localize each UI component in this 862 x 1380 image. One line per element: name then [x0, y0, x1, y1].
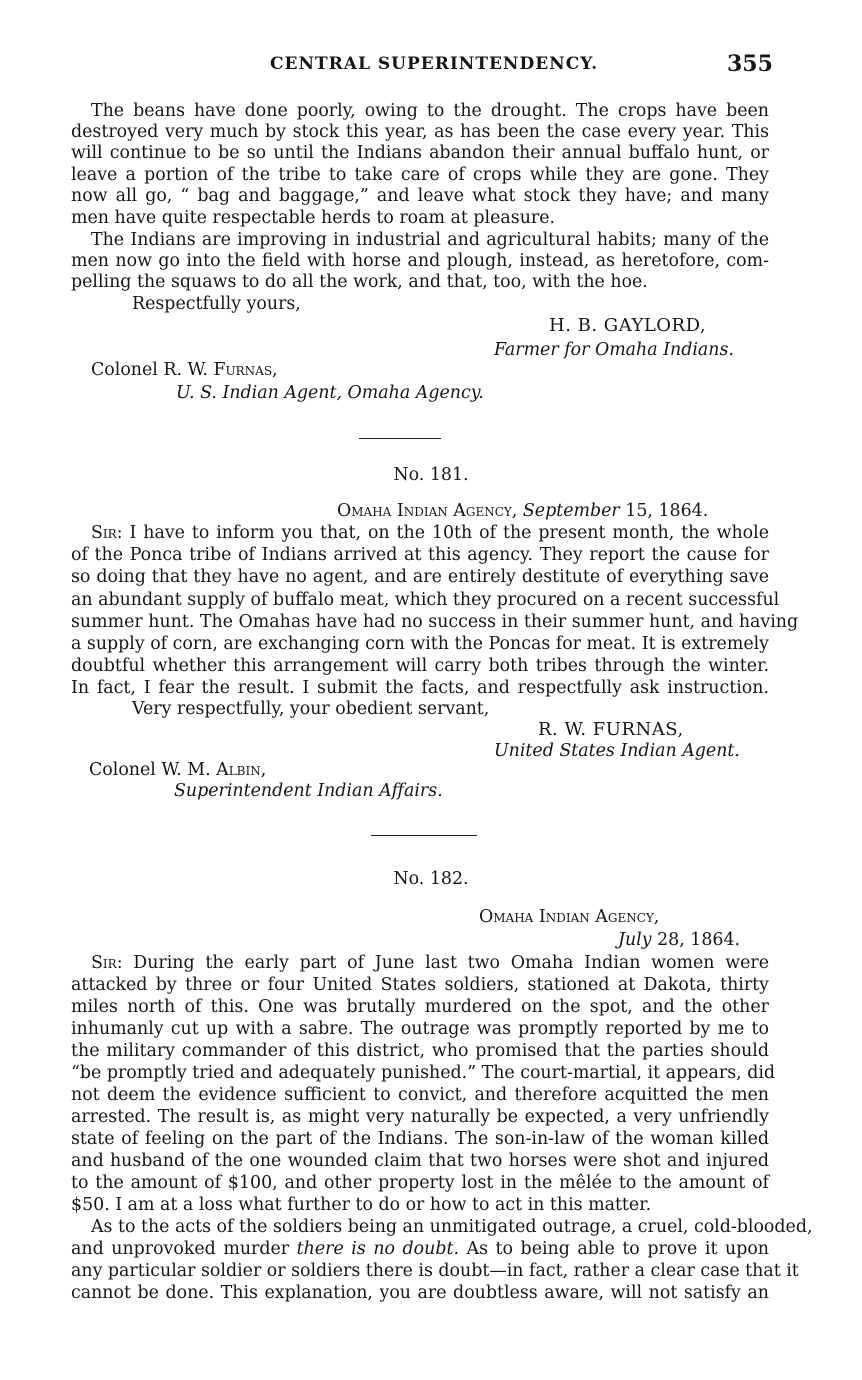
salutation: Sir	[91, 953, 117, 973]
body-line: men have quite respectable herds to roam at pleasure.	[71, 208, 556, 228]
running-header-title: CENTRAL SUPERINTENDENCY.	[270, 54, 599, 74]
body-line: Sir: I have to inform you that, on the 10th of the present month, the whole	[91, 523, 769, 543]
signer-name: R. W. FURNAS,	[538, 719, 684, 740]
addressee-name: Colonel W. M. Albin,	[89, 760, 267, 780]
body-line: so doing that they have no agent, and are entirely destitute of everything save	[71, 567, 769, 587]
body-line: pelling the squaws to do all the work, and that, too, with the hoe.	[71, 272, 648, 292]
body-line: “be promptly tried and adequately punished.” The court-martial, it appears, did	[71, 1063, 776, 1083]
body-line: destroyed very much by stock this year, as has been the case every year. This	[71, 122, 769, 142]
document-number: No. 181.	[393, 465, 469, 485]
section-divider	[371, 835, 477, 836]
body-line: doubtful whether this arrangement will carry both tribes through the winter.	[71, 656, 769, 676]
body-line: cannot be done. This explanation, you are doubtless aware, will not satisfy an	[71, 1283, 769, 1303]
body-line: The Indians are improving in industrial and agricultural habits; many of the	[91, 230, 769, 250]
body-line: not deem the evidence sufficient to convict, and therefore acquitted the men	[71, 1085, 769, 1105]
body-line: men now go into the field with horse and plough, instead, as heretofore, com-	[71, 251, 769, 271]
body-line: inhumanly cut up with a sabre. The outrage was promptly reported by me to	[71, 1019, 769, 1039]
document-number: No. 182.	[393, 869, 469, 889]
body-line: of the Ponca tribe of Indians arrived at this agency. They report the cause for	[71, 545, 769, 565]
signer-name: H. B. GAYLORD,	[549, 315, 707, 336]
body-line: and unprovoked murder there is no doubt. As to being able to prove it upon	[71, 1239, 769, 1259]
body-line: will continue to be so until the Indians abandon their annual buffalo hunt, or	[71, 143, 769, 163]
signer-title: Farmer for Omaha Indians.	[494, 340, 734, 360]
body-line: leave a portion of the tribe to take care of crops while they are gone. They	[71, 165, 769, 185]
body-line: a supply of corn, are exchanging corn with the Poncas for meat. It is extremely	[71, 634, 769, 654]
body-line: and husband of the one wounded claim that two horses were shot and injured	[71, 1151, 769, 1171]
salutation: Sir	[91, 523, 117, 543]
body-line: As to the acts of the soldiers being an unmitigated outrage, a cruel, cold-blooded,	[91, 1217, 813, 1237]
page-number: 355	[727, 51, 773, 77]
addressee-title: U. S. Indian Agent, Omaha Agency.	[176, 383, 484, 403]
section-divider	[359, 438, 441, 439]
body-line: an abundant supply of buffalo meat, which they procured on a recent successful	[71, 590, 780, 610]
body-line: miles north of this. One was brutally murdered on the spot, and the other	[71, 997, 769, 1017]
body-line: $50. I am at a loss what further to do or how to act in this matter.	[71, 1195, 652, 1215]
letter-closing: Respectfully yours,	[132, 294, 301, 314]
body-line: attacked by three or four United States soldiers, stationed at Dakota, thirty	[71, 975, 769, 995]
body-line: summer hunt. The Omahas have had no success in their summer hunt, and having	[71, 612, 799, 632]
body-line: state of feeling on the part of the Indians. The son-in-law of the woman killed	[71, 1129, 769, 1149]
body-line: arrested. The result is, as might very naturally be expected, a very unfriendly	[71, 1107, 769, 1127]
body-line: any particular soldier or soldiers there is doubt—in fact, rather a clear case that it	[71, 1261, 799, 1281]
letter-dateline: Omaha Indian Agency, September 15, 1864.	[337, 501, 709, 521]
letter-date: July 28, 1864.	[618, 930, 741, 950]
letter-place: Omaha Indian Agency,	[479, 907, 660, 927]
body-line: to the amount of $100, and other property lost in the mêlée to the amount of	[71, 1173, 769, 1193]
body-line: Sir: During the early part of June last two Omaha Indian women were	[91, 953, 769, 973]
body-line: now all go, “ bag and baggage,” and leave what stock they have; and many	[71, 186, 769, 206]
signer-title: United States Indian Agent.	[494, 741, 740, 761]
addressee-name: Colonel R. W. Furnas,	[91, 360, 278, 380]
body-line: The beans have done poorly, owing to the drought. The crops have been	[91, 101, 769, 121]
body-line: In fact, I fear the result. I submit the facts, and respectfully ask instruction.	[71, 678, 769, 698]
addressee-title: Superintendent Indian Affairs.	[174, 781, 443, 801]
letter-closing: Very respectfully, your obedient servant,	[132, 699, 490, 719]
body-line: the military commander of this district, who promised that the parties should	[71, 1041, 769, 1061]
